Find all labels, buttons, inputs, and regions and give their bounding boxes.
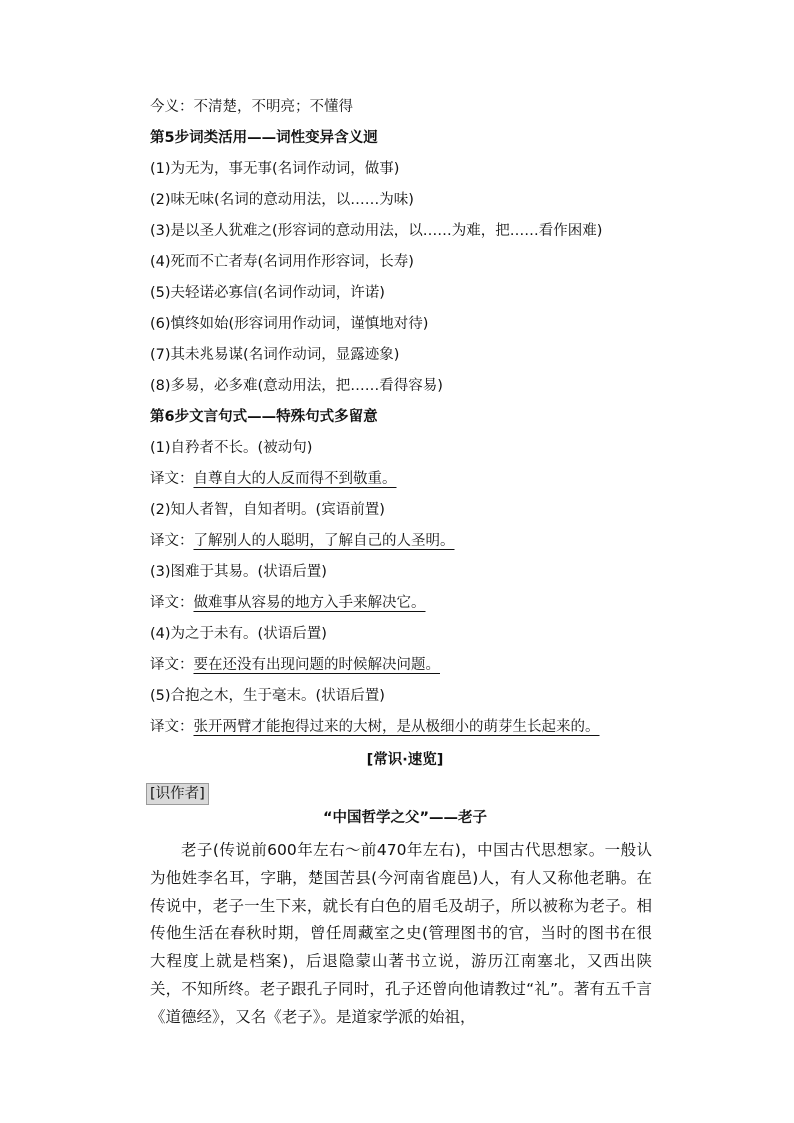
translation-label: 译文： bbox=[150, 719, 194, 735]
section-title: [常识·速览] bbox=[366, 752, 444, 768]
translation-label: 译文： bbox=[150, 533, 194, 549]
translation-answer: 做难事从容易的地方入手来解决它。 bbox=[193, 595, 426, 611]
translation-answer: 自尊自大的人反而得不到敬重。 bbox=[193, 471, 397, 487]
translation-line bbox=[150, 717, 600, 737]
translation-answer: 了解别人的人聪明，了解自己的人圣明。 bbox=[193, 533, 455, 549]
text-line: (5)合抱之木，生于毫末。(状语后置) bbox=[150, 688, 385, 704]
text-line: (4)为之于未有。(状语后置) bbox=[150, 626, 327, 642]
section-tag: [识作者] bbox=[146, 783, 209, 805]
text-line: (1)自矜者不长。(被动句) bbox=[150, 440, 313, 456]
text-line: (1)为无为，事无事(名词作动词，做事) bbox=[150, 161, 400, 177]
text-line: (8)多易，必多难(意动用法，把……看得容易) bbox=[150, 378, 443, 394]
text-line: (4)死而不亡者寿(名词用作形容词，长寿) bbox=[150, 254, 414, 270]
translation-answer: 张开两臂才能抱得过来的大树，是从极细小的萌芽生长起来的。 bbox=[193, 719, 600, 735]
translation-line bbox=[150, 469, 397, 489]
translation-label: 译文： bbox=[150, 657, 194, 673]
translation-answer: 要在还没有出现问题的时候解决问题。 bbox=[193, 657, 440, 673]
translation-label: 译文： bbox=[150, 471, 194, 487]
text-line: (5)夫轻诺必寡信(名词作动词，许诺) bbox=[150, 285, 385, 301]
translation-line bbox=[150, 531, 455, 551]
text-line: (2)味无味(名词的意动用法，以……为味) bbox=[150, 192, 414, 208]
article-heading: “中国哲学之父”——老子 bbox=[322, 810, 488, 826]
step-heading: 第5步词类活用——词性变异含义迥 bbox=[150, 130, 378, 146]
text-line: 今义：不清楚，不明亮；不懂得 bbox=[150, 99, 353, 115]
text-line: (3)是以圣人犹难之(形容词的意动用法，以……为难，把……看作困难) bbox=[150, 223, 603, 239]
text-line: (2)知人者智，自知者明。(宾语前置) bbox=[150, 502, 385, 518]
article-paragraph: 老子(传说前600年左右～前470年左右)，中国古代思想家。一般认为他姓李名耳，字聃，楚国苦县(今河南省鹿邑)人，有人又称他老聃。在传说中，老子一生下来，就长有白色的眉毛及胡子，所以被称为老子。相传他生活在春秋时期，曾任周藏室之史(管理图书的官，当时的图书在很大程度上就是档案)，后退隐蒙山著书立说，游历江南塞北，又西出陕关，不知所终。老子跟孔子同时，孔子还曾向他请教过“礼”。著有五千言《道德经》，又名《老子》。是道家学派的始祖， bbox=[150, 841, 652, 1026]
text-line: (6)慎终如始(形容词用作动词，谨慎地对待) bbox=[150, 316, 429, 332]
translation-label: 译文： bbox=[150, 595, 194, 611]
translation-line bbox=[150, 593, 426, 613]
step-heading: 第6步文言句式——特殊句式多留意 bbox=[150, 409, 378, 425]
text-line: (7)其未兆易谋(名词作动词，显露迹象) bbox=[150, 347, 400, 363]
translation-line bbox=[150, 655, 440, 675]
text-line: (3)图难于其易。(状语后置) bbox=[150, 564, 327, 580]
